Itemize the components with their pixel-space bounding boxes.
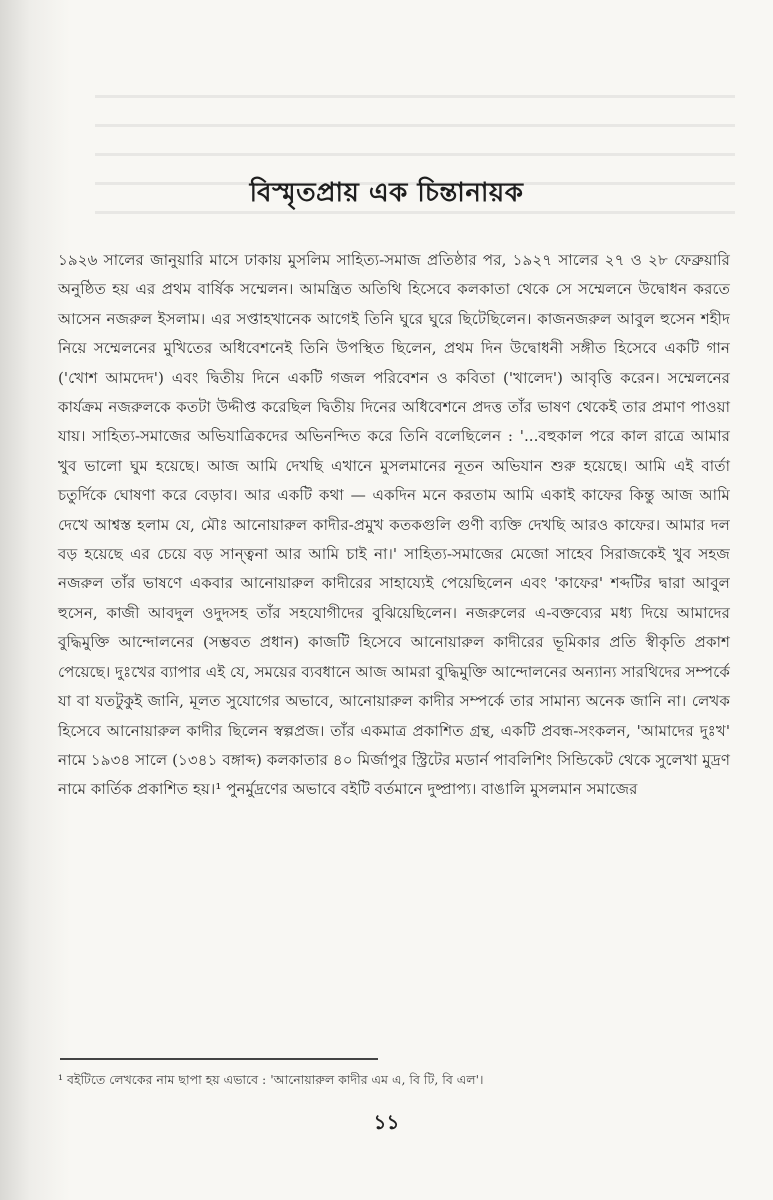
page-number: ১১ xyxy=(373,1110,400,1134)
footnote: ¹ বইটিতে লেখকের নাম ছাপা হয় এভাবে : 'আনোয়ারুল কাদীর এম এ, বি টি, বি এল'। xyxy=(58,1072,484,1087)
footnote-divider xyxy=(60,1058,378,1060)
chapter-title: বিস্মৃতপ্রায় এক চিন্তানায়ক xyxy=(249,178,524,208)
body-paragraph: ১৯২৬ সালের জানুয়ারি মাসে ঢাকায় মুসলিম সাহিত্য-সমাজ প্রতিষ্ঠার পর, ১৯২৭ সালের ২৭ ও ২৮ ফেব্রুয়ারি অনুষ্ঠিত হয় এর প্রথম বার্ষিক সম্মেলন। আমন্ত্রিত অতিথি হিসেবে কলকাতা থেকে সে সম্মেলনে উদ্বোধন করতে আসেন নজরুল ইসলাম। এর সপ্তাহখানেক আগেই তিনি ঘুরে ঘুরে ছিটেছিলেন। কাজনজরুল আবুল হুসেন শহীদ নিয়ে সম্মেলনের মুখিতের অধিবেশনেই তিনি উপস্থিত ছিলেন, প্রথম দিন উদ্বোধনী সঙ্গীত হিসেবে একটি গান ('খোশ আমদেদ') এবং দ্বিতীয় দিনে একটি গজল পরিবেশন ও কবিতা ('খালেদ') আবৃত্তি করেন। সম্মেলনের কার্যক্রম নজরুলকে কতটা উদ্দীপ্ত করেছিল দ্বিতীয় দিনের অধিবেশনে প্রদত্ত তাঁর ভাষণ থেকেই তার প্রমাণ পাওয়া যায়। সাহিত্য-সমাজের অভিযাত্রিকদের অভিনন্দিত করে তিনি বলেছিলেন : '...বহুকাল পরে কাল রাত্রে আমার খুব ভালো ঘুম হয়েছে। আজ আমি দেখছি এখানে মুসলমানের নূতন অভিযান শুরু হয়েছে। আমি এই বার্তা চতুর্দিকে ঘোষণা করে বেড়াব। আর একটি কথা — একদিন মনে করতাম আমি একাই কাফের কিন্তু আজ আমি দেখে আশ্বস্ত হলাম যে, মৌঃ আনোয়ারুল কাদীর-প্রমুখ কতকগুলি গুণী ব্যক্তি দেখছি আরও কাফের। আমার দল বড় হয়েছে এর চেয়ে বড় সান্ত্বনা আর আমি চাই না।' সাহিত্য-সমাজের মেজো সাহেব সিরাজকেই খুব সহজ নজরুল তাঁর ভাষণে একবার আনোয়ারুল কাদীরের সাহায্যেই পেয়েছিলেন এবং 'কাফের' শব্দটির দ্বারা আবুল হুসেন, কাজী আবদুল ওদুদসহ তাঁর সহযোগীদের বুঝিয়েছিলেন। নজরুলের এ-বক্তব্যের মধ্য দিয়ে আমাদের বুদ্ধিমুক্তি আন্দোলনের (সম্ভবত প্রধান) কাজটি হিসেবে আনোয়ারুল কাদীরের ভূমিকার প্রতি স্বীকৃতি প্রকাশ পেয়েছে। দুঃখের ব্যাপার এই যে, সময়ের ব্যবধানে আজ আমরা বুদ্ধিমুক্তি আন্দোলনের অন্যান্য সারথিদের সম্পর্কে যা বা যতটুকুই জানি, মূলত সুযোগের অভাবে, আনোয়ারুল কাদীর সম্পর্কে তার সামান্য অনেক জানি না। লেখক হিসেবে আনোয়ারুল কাদীর ছিলেন স্বল্পপ্রজ। তাঁর একমাত্র প্রকাশিত গ্রন্থ, একটি প্রবন্ধ-সংকলন, 'আমাদের দুঃখ' নামে ১৯৩৪ সালে (১৩৪১ বঙ্গাব্দ) কলকাতার ৪০ মির্জাপুর স্ট্রিটের মডার্ন পাবলিশিং সিন্ডিকেট থেকে সুলেখা মুদ্রণ নামে কার্তিক প্রকাশিত হয়।¹ পুনর্মুদ্রণের অভাবে বইটি বর্তমানে দুষ্প্রাপ্য। বাঙালি মুসলমান সমাজের xyxy=(58,251,730,799)
body-text xyxy=(58,246,730,805)
